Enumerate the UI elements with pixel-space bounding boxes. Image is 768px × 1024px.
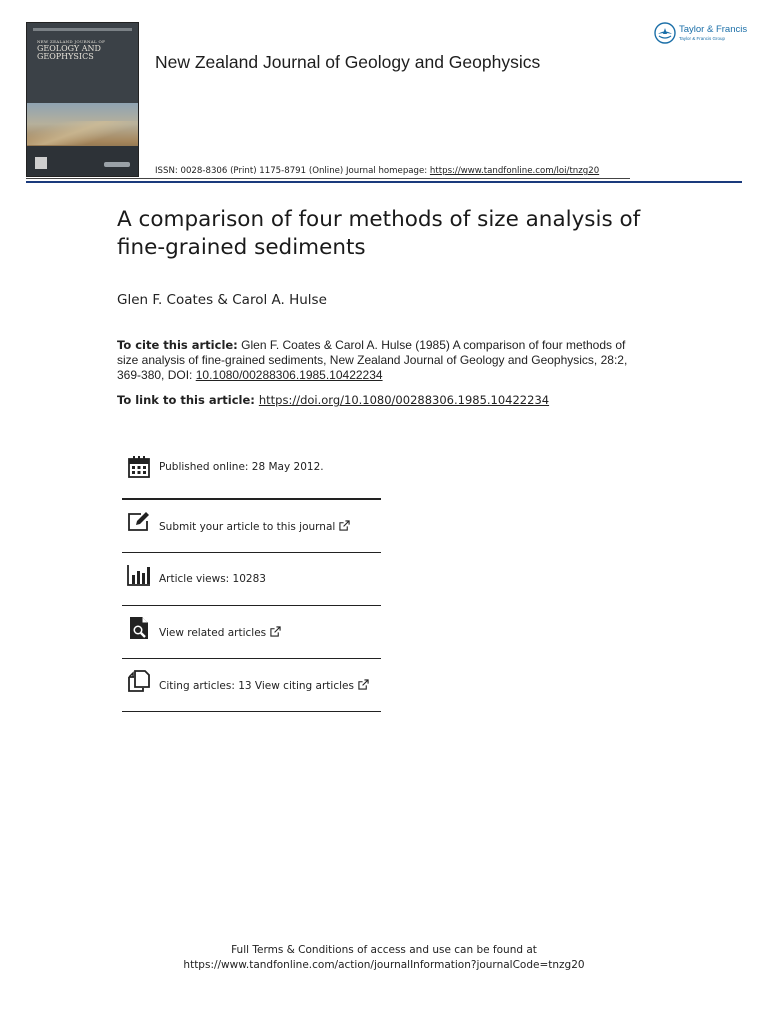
cite-doi-link[interactable]: 10.1080/00288306.1985.10422234 <box>195 368 383 382</box>
external-link-icon <box>270 626 281 637</box>
cover-top-bar <box>33 28 132 31</box>
published-date: Published online: 28 May 2012. <box>159 461 324 473</box>
terms-text: Full Terms & Conditions of access and use can be found at <box>231 944 537 956</box>
related-articles-row[interactable] <box>122 606 381 659</box>
journal-cover <box>26 22 139 177</box>
cover-logo <box>35 157 47 169</box>
issn-text: ISSN: 0028-8306 (Print) 1175-8791 (Online) Journal homepage: <box>155 166 430 176</box>
document-search-icon <box>127 616 151 640</box>
header-divider-thin <box>26 178 630 179</box>
related-articles-link[interactable] <box>159 626 281 639</box>
journal-title: New Zealand Journal of Geology and Geophysics <box>155 52 541 72</box>
journal-homepage-link[interactable]: https://www.tandfonline.com/loi/tnzg20 <box>429 166 600 176</box>
copy-documents-icon <box>127 669 151 693</box>
cover-title <box>37 39 132 61</box>
citing-articles-row[interactable] <box>122 659 381 712</box>
article-views: Article views: 10283 <box>159 573 266 585</box>
submit-article-link[interactable] <box>159 520 350 533</box>
article-views-row <box>122 553 381 606</box>
header-divider <box>26 181 742 183</box>
external-link-icon <box>339 520 350 531</box>
cover-publisher-mark <box>104 162 130 167</box>
article-doi-link[interactable]: https://doi.org/10.1080/00288306.1985.10422234 <box>258 393 550 407</box>
submit-article-row[interactable] <box>122 500 381 553</box>
bar-chart-icon <box>127 563 151 587</box>
published-row <box>122 445 381 500</box>
citing-articles-link[interactable] <box>159 679 369 692</box>
article-link-line <box>117 393 549 407</box>
terms-url[interactable]: https://www.tandfonline.com/action/journalInformation?journalCode=tnzg20 <box>183 959 585 971</box>
submit-article-label: Submit your article to this journal <box>159 521 336 533</box>
publisher-name: Taylor & Francis <box>679 24 748 35</box>
publisher-group: Taylor & Francis Group <box>679 36 726 41</box>
citing-articles-label: Citing articles: 13 View citing articles <box>159 680 354 692</box>
cite-label: To cite this article: <box>117 338 238 352</box>
related-articles-label: View related articles <box>159 627 267 639</box>
cite-text: Glen F. Coates & Carol A. Hulse (1985) A comparison of four methods of size analysis of fine-grained sediments, New Zealand Journal of Geology and Geophysics, 28:2, 369-380, DOI: <box>117 338 628 382</box>
article-authors: Glen F. Coates & Carol A. Hulse <box>117 292 327 308</box>
article-info-list <box>122 445 381 712</box>
taylor-francis-icon <box>654 22 676 44</box>
link-label: To link to this article: <box>117 393 255 407</box>
article-title: A comparison of four methods of size analysis of fine-grained sediments <box>117 207 641 260</box>
citation-block <box>117 338 647 383</box>
cover-title-line1: GEOLOGY AND <box>37 44 101 53</box>
cover-title-line2: GEOPHYSICS <box>37 52 94 61</box>
cover-title-small: NEW ZEALAND JOURNAL OF <box>37 39 106 44</box>
publisher-logo[interactable] <box>654 22 754 46</box>
cover-photo-ridge <box>27 121 138 145</box>
edit-icon <box>127 510 151 534</box>
terms-footer <box>0 943 768 973</box>
calendar-icon <box>127 455 151 479</box>
cover-footer <box>27 146 138 176</box>
issn-line <box>155 166 599 176</box>
external-link-icon <box>358 679 369 690</box>
